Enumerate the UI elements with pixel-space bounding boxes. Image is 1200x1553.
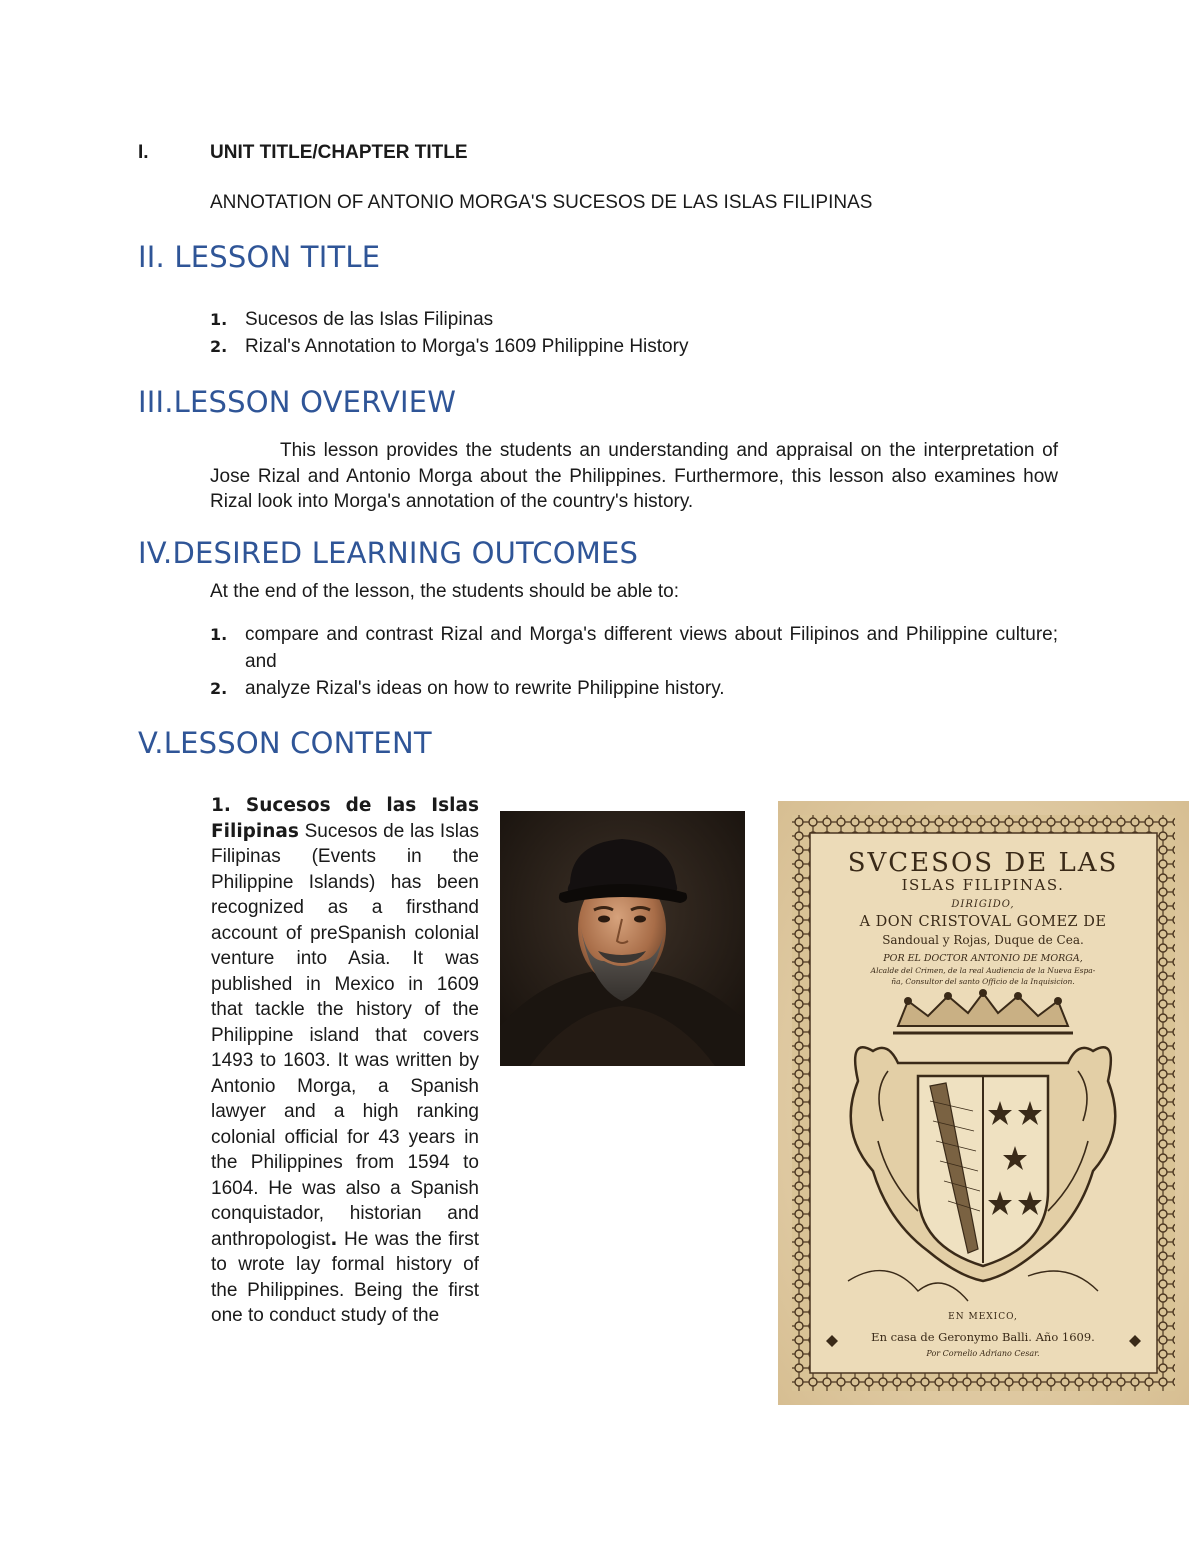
book-title-line-3: DIRIGIDO, xyxy=(951,899,1015,910)
heading-desired-learning-outcomes: IV.DESIRED LEARNING OUTCOMES xyxy=(138,536,639,570)
content-bold-period: . xyxy=(330,1228,338,1250)
book-imprint-line-3: Por Cornelio Adriano Cesar. xyxy=(926,1349,1040,1358)
morga-portrait-image xyxy=(500,811,745,1066)
list-item-number: 1. xyxy=(210,625,228,644)
sucesos-title-page-image xyxy=(778,801,1189,1405)
heading-lesson-overview: III.LESSON OVERVIEW xyxy=(138,385,457,419)
book-title-line-5: Sandoual y Rojas, Duque de Cea. xyxy=(882,933,1084,947)
book-title-line-6: POR EL DOCTOR ANTONIO DE MORGA, xyxy=(883,953,1083,964)
list-item xyxy=(210,333,1058,360)
book-title-line-4: A DON CRISTOVAL GOMEZ DE xyxy=(859,914,1107,930)
list-item xyxy=(210,621,1058,675)
list-item xyxy=(210,306,1058,333)
section-1-title: UNIT TITLE/CHAPTER TITLE xyxy=(210,142,468,163)
book-imprint-line-2: En casa de Geronymo Balli. Año 1609. xyxy=(871,1330,1095,1344)
list-item-number: 1. xyxy=(210,310,228,329)
heading-lesson-title: II. LESSON TITLE xyxy=(138,240,381,274)
content-text-part2: He was the first to wrote lay formal history of the Philippines. Being the first one to conduct study of the xyxy=(211,1228,479,1326)
list-item-number: 2. xyxy=(210,337,228,356)
content-text-part1: Sucesos de las Islas Filipinas (Events in the Philippine Islands) has been recognized as a firsthand account of preSpanish colonial venture into Asia. It was published in Mexico in 1609 that tackle the history of the Philippine island that covers 1493 to 1603. It was written by Antonio Morga, a Spanish lawyer and a high ranking colonial official for 43 years in the Philippines from 1594 to 1604. He was also a Spanish conquistador, historian and anthropologist xyxy=(211,820,479,1250)
list-item-text: Rizal's Annotation to Morga's 1609 Philippine History xyxy=(245,336,689,357)
list-item xyxy=(210,675,1058,702)
list-item-text: Sucesos de las Islas Filipinas xyxy=(245,309,494,330)
list-item-number: 2. xyxy=(210,679,228,698)
chapter-subtitle: ANNOTATION OF ANTONIO MORGA'S SUCESOS DE LAS ISLAS FILIPINAS xyxy=(210,192,873,213)
book-title-line-8: ña, Consultor del santo Officio de la Inquisicion. xyxy=(891,977,1075,986)
list-item-text: compare and contrast Rizal and Morga's different views about Filipinos and Philippine culture; and xyxy=(245,624,1058,672)
section-1-number: I. xyxy=(138,142,149,163)
lesson-title-list xyxy=(210,306,1058,360)
book-title-line-1: SVCESOS DE LAS xyxy=(847,848,1119,878)
outcomes-intro: At the end of the lesson, the students should be able to: xyxy=(210,581,679,602)
lesson-content-text xyxy=(211,793,479,1405)
heading-lesson-content: V.LESSON CONTENT xyxy=(138,726,432,760)
book-title-line-2: ISLAS FILIPINAS. xyxy=(901,876,1065,894)
content-bold-lead: 1. Sucesos de las Islas Filipinas xyxy=(211,795,479,842)
overview-paragraph xyxy=(210,438,1058,515)
list-item-text: analyze Rizal's ideas on how to rewrite Philippine history. xyxy=(245,678,725,699)
book-imprint-line-1: EN MEXICO, xyxy=(948,1312,1018,1322)
overview-text: This lesson provides the students an understanding and appraisal on the interpretation of Jose Rizal and Antonio Morga about the Philippines. Furthermore, this lesson also examines how Rizal look into Morga's annotation of the country's history. xyxy=(210,440,1058,512)
outcomes-list xyxy=(210,621,1058,702)
book-title-line-7: Alcalde del Crimen, de la real Audiencia de la Nueva Espa- xyxy=(870,966,1096,975)
